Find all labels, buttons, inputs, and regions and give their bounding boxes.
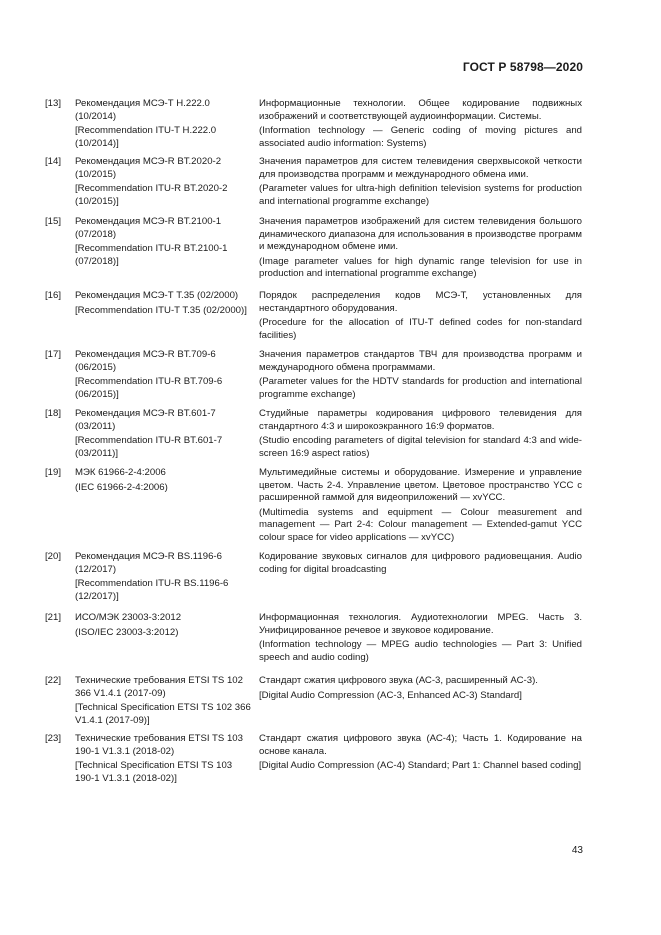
reference-row — [0, 349, 661, 406]
reference-title — [259, 98, 582, 152]
reference-title — [259, 408, 582, 462]
reference-title-line: Студийные параметры кодирования цифрового телевидения для стандартного 4:3 и широкоэкранного 16:9 форматов. — [259, 408, 582, 432]
reference-designation-line: МЭК 61966-2-4:2006 — [75, 467, 166, 478]
reference-designation-line: ИСО/МЭК 23003-3:2012 — [75, 612, 182, 623]
reference-designation — [75, 675, 251, 729]
reference-title-line: Значения параметров изображений для систем телевидения большого динамического диапазона для использования в производстве программ и международном обмене ими. — [259, 216, 582, 252]
reference-number: [22] — [45, 675, 62, 686]
reference-title — [259, 612, 582, 666]
reference-designation-line: Рекомендация МСЭ-Т Н.222.0 (10/2014) — [75, 98, 210, 122]
reference-designation — [75, 612, 251, 641]
reference-number: [16] — [45, 290, 62, 301]
reference-designation-line: Рекомендация МСЭ-R BT.2020-2 (10/2015) — [75, 156, 222, 180]
reference-title — [259, 733, 582, 775]
reference-row — [0, 156, 661, 214]
reference-row — [0, 467, 661, 549]
reference-title-line: [Digital Audio Compression (AC-3, Enhanced AC-3) Standard] — [259, 689, 522, 701]
reference-row — [0, 551, 661, 610]
reference-number: [13] — [45, 98, 62, 109]
reference-number: [18] — [45, 408, 62, 419]
reference-title — [259, 216, 582, 283]
reference-title-line: Стандарт сжатия цифрового звука (АС-3, расширенный АС-3). — [259, 675, 538, 686]
reference-row — [0, 733, 661, 793]
reference-designation — [75, 408, 251, 462]
reference-designation — [75, 733, 251, 787]
reference-designation-line: [Recommendation ITU-R BT.2020-2 (10/2015)] — [75, 183, 228, 207]
reference-title-line: (Parameter values for the HDTV standards for production and international programme exchange) — [259, 376, 582, 400]
reference-title-line: (Information technology — Generic coding of moving pictures and associated audio information: Systems) — [259, 125, 582, 149]
reference-title — [259, 156, 582, 210]
reference-row — [0, 675, 661, 731]
reference-designation — [75, 156, 251, 210]
reference-designation-line: [Recommendation ITU-R BT.601-7 (03/2011)] — [75, 435, 223, 459]
reference-row — [0, 408, 661, 465]
reference-title-line: Кодирование звуковых сигналов для цифрового радиовещания. Audio coding for digital broadcasting — [259, 551, 582, 575]
reference-row — [0, 612, 661, 673]
reference-title — [259, 290, 582, 344]
document-header: ГОСТ Р 58798—2020 — [462, 60, 583, 74]
reference-row — [0, 98, 661, 154]
reference-title — [259, 349, 582, 403]
reference-number: [21] — [45, 612, 62, 623]
reference-title-line: (Information technology — MPEG audio technologies — Part 3: Unified speech and audio coding) — [259, 639, 582, 663]
reference-number: [19] — [45, 467, 62, 478]
reference-designation-line: [Recommendation ITU-T T.35 (02/2000)] — [75, 304, 247, 316]
reference-designation — [75, 349, 251, 403]
reference-designation-line: (ISO/IEC 23003-3:2012) — [75, 626, 179, 638]
reference-designation — [75, 290, 251, 319]
reference-designation-line: Рекомендация МСЭ-R BS.1196-6 (12/2017) — [75, 551, 222, 575]
reference-designation — [75, 98, 251, 152]
reference-designation — [75, 467, 251, 496]
reference-designation-line: Технические требования ETSI TS 103 190-1 V1.3.1 (2018-02) — [75, 733, 243, 757]
reference-title-line: [Digital Audio Compression (AC-4) Standard; Part 1: Channel based coding] — [259, 760, 582, 771]
reference-number: [17] — [45, 349, 62, 360]
reference-title-line: (Studio encoding parameters of digital television for standard 4:3 and wide-screen 16:9 aspect ratios) — [259, 435, 582, 459]
reference-row — [0, 216, 661, 288]
reference-designation-line: Рекомендация МСЭ-Т Т.35 (02/2000) — [75, 290, 239, 301]
reference-designation-line: [Recommendation ITU-T H.222.0 (10/2014)] — [75, 125, 217, 149]
reference-number: [23] — [45, 733, 62, 744]
reference-title-line: (Multimedia systems and equipment — Colour measurement and management — Part 2-4: Colour management — Extended-gamut YCC colour space for video applications — xvYCC) — [259, 506, 582, 543]
reference-designation-line: [Recommendation ITU-R BS.1196-6 (12/2017)] — [75, 578, 229, 602]
reference-designation-line: [Technical Specification ETSI TS 103 190-1 V1.3.1 (2018-02)] — [75, 760, 233, 784]
reference-title-line: Стандарт сжатия цифрового звука (АС-4); Часть 1. Кодирование на основе канала. — [259, 733, 582, 757]
reference-title-line: Порядок распределения кодов МСЭ-Т, установленных для нестандартного оборудования. — [259, 290, 582, 314]
reference-number: [15] — [45, 216, 62, 227]
reference-row — [0, 290, 661, 347]
reference-title-line: Значения параметров для систем телевидения сверхвысокой четкости для производства программ и международного обмена ими. — [259, 156, 582, 180]
reference-designation-line: [Recommendation ITU-R BT.2100-1 (07/2018)] — [75, 243, 228, 267]
reference-designation-line: Рекомендация МСЭ-R BT.2100-1 (07/2018) — [75, 216, 222, 240]
reference-title-line: (Parameter values for ultra-high definition television systems for production and international programme exchange) — [259, 183, 582, 207]
reference-designation-line: Рекомендация МСЭ-R BT.601-7 (03/2011) — [75, 408, 216, 432]
page-number: 43 — [571, 845, 583, 856]
reference-designation-line: [Recommendation ITU-R BT.709-6 (06/2015)] — [75, 376, 223, 400]
reference-designation-line: Рекомендация МСЭ-R BT.709-6 (06/2015) — [75, 349, 216, 373]
reference-title — [259, 551, 582, 578]
reference-title — [259, 467, 582, 546]
reference-designation-line: [Technical Specification ETSI TS 102 366 V1.4.1 (2017-09)] — [75, 702, 251, 726]
reference-title-line: Информационная технология. Аудиотехнологии MPEG. Часть 3. Унифицированное речевое и звуковое кодирование. — [259, 612, 582, 636]
reference-title — [259, 675, 582, 704]
reference-title-line: (Image parameter values for high dynamic range television for use in production and international programme exchange) — [259, 255, 582, 279]
reference-designation — [75, 216, 251, 270]
reference-title-line: Информационные технологии. Общее кодирование подвижных изображений и соответствующей аудиоинформации. Системы. — [259, 98, 582, 122]
reference-number: [14] — [45, 156, 62, 167]
reference-designation-line: (IEC 61966-2-4:2006) — [75, 481, 168, 493]
reference-title-line: Значения параметров стандартов ТВЧ для производства программ и международного обмена программами. — [259, 349, 582, 373]
reference-title-line: (Procedure for the allocation of ITU-T defined codes for non-standard facilities) — [259, 317, 582, 341]
reference-title-line: Мультимедийные системы и оборудование. Измерение и управление цветом. Часть 2-4. Управление цветом. Цветовое пространство YCC с расширенной гаммой для видеоприложений — xvYCC. — [259, 467, 582, 503]
reference-number: [20] — [45, 551, 62, 562]
reference-designation — [75, 551, 251, 605]
reference-designation-line: Технические требования ETSI TS 102 366 V1.4.1 (2017-09) — [75, 675, 243, 699]
